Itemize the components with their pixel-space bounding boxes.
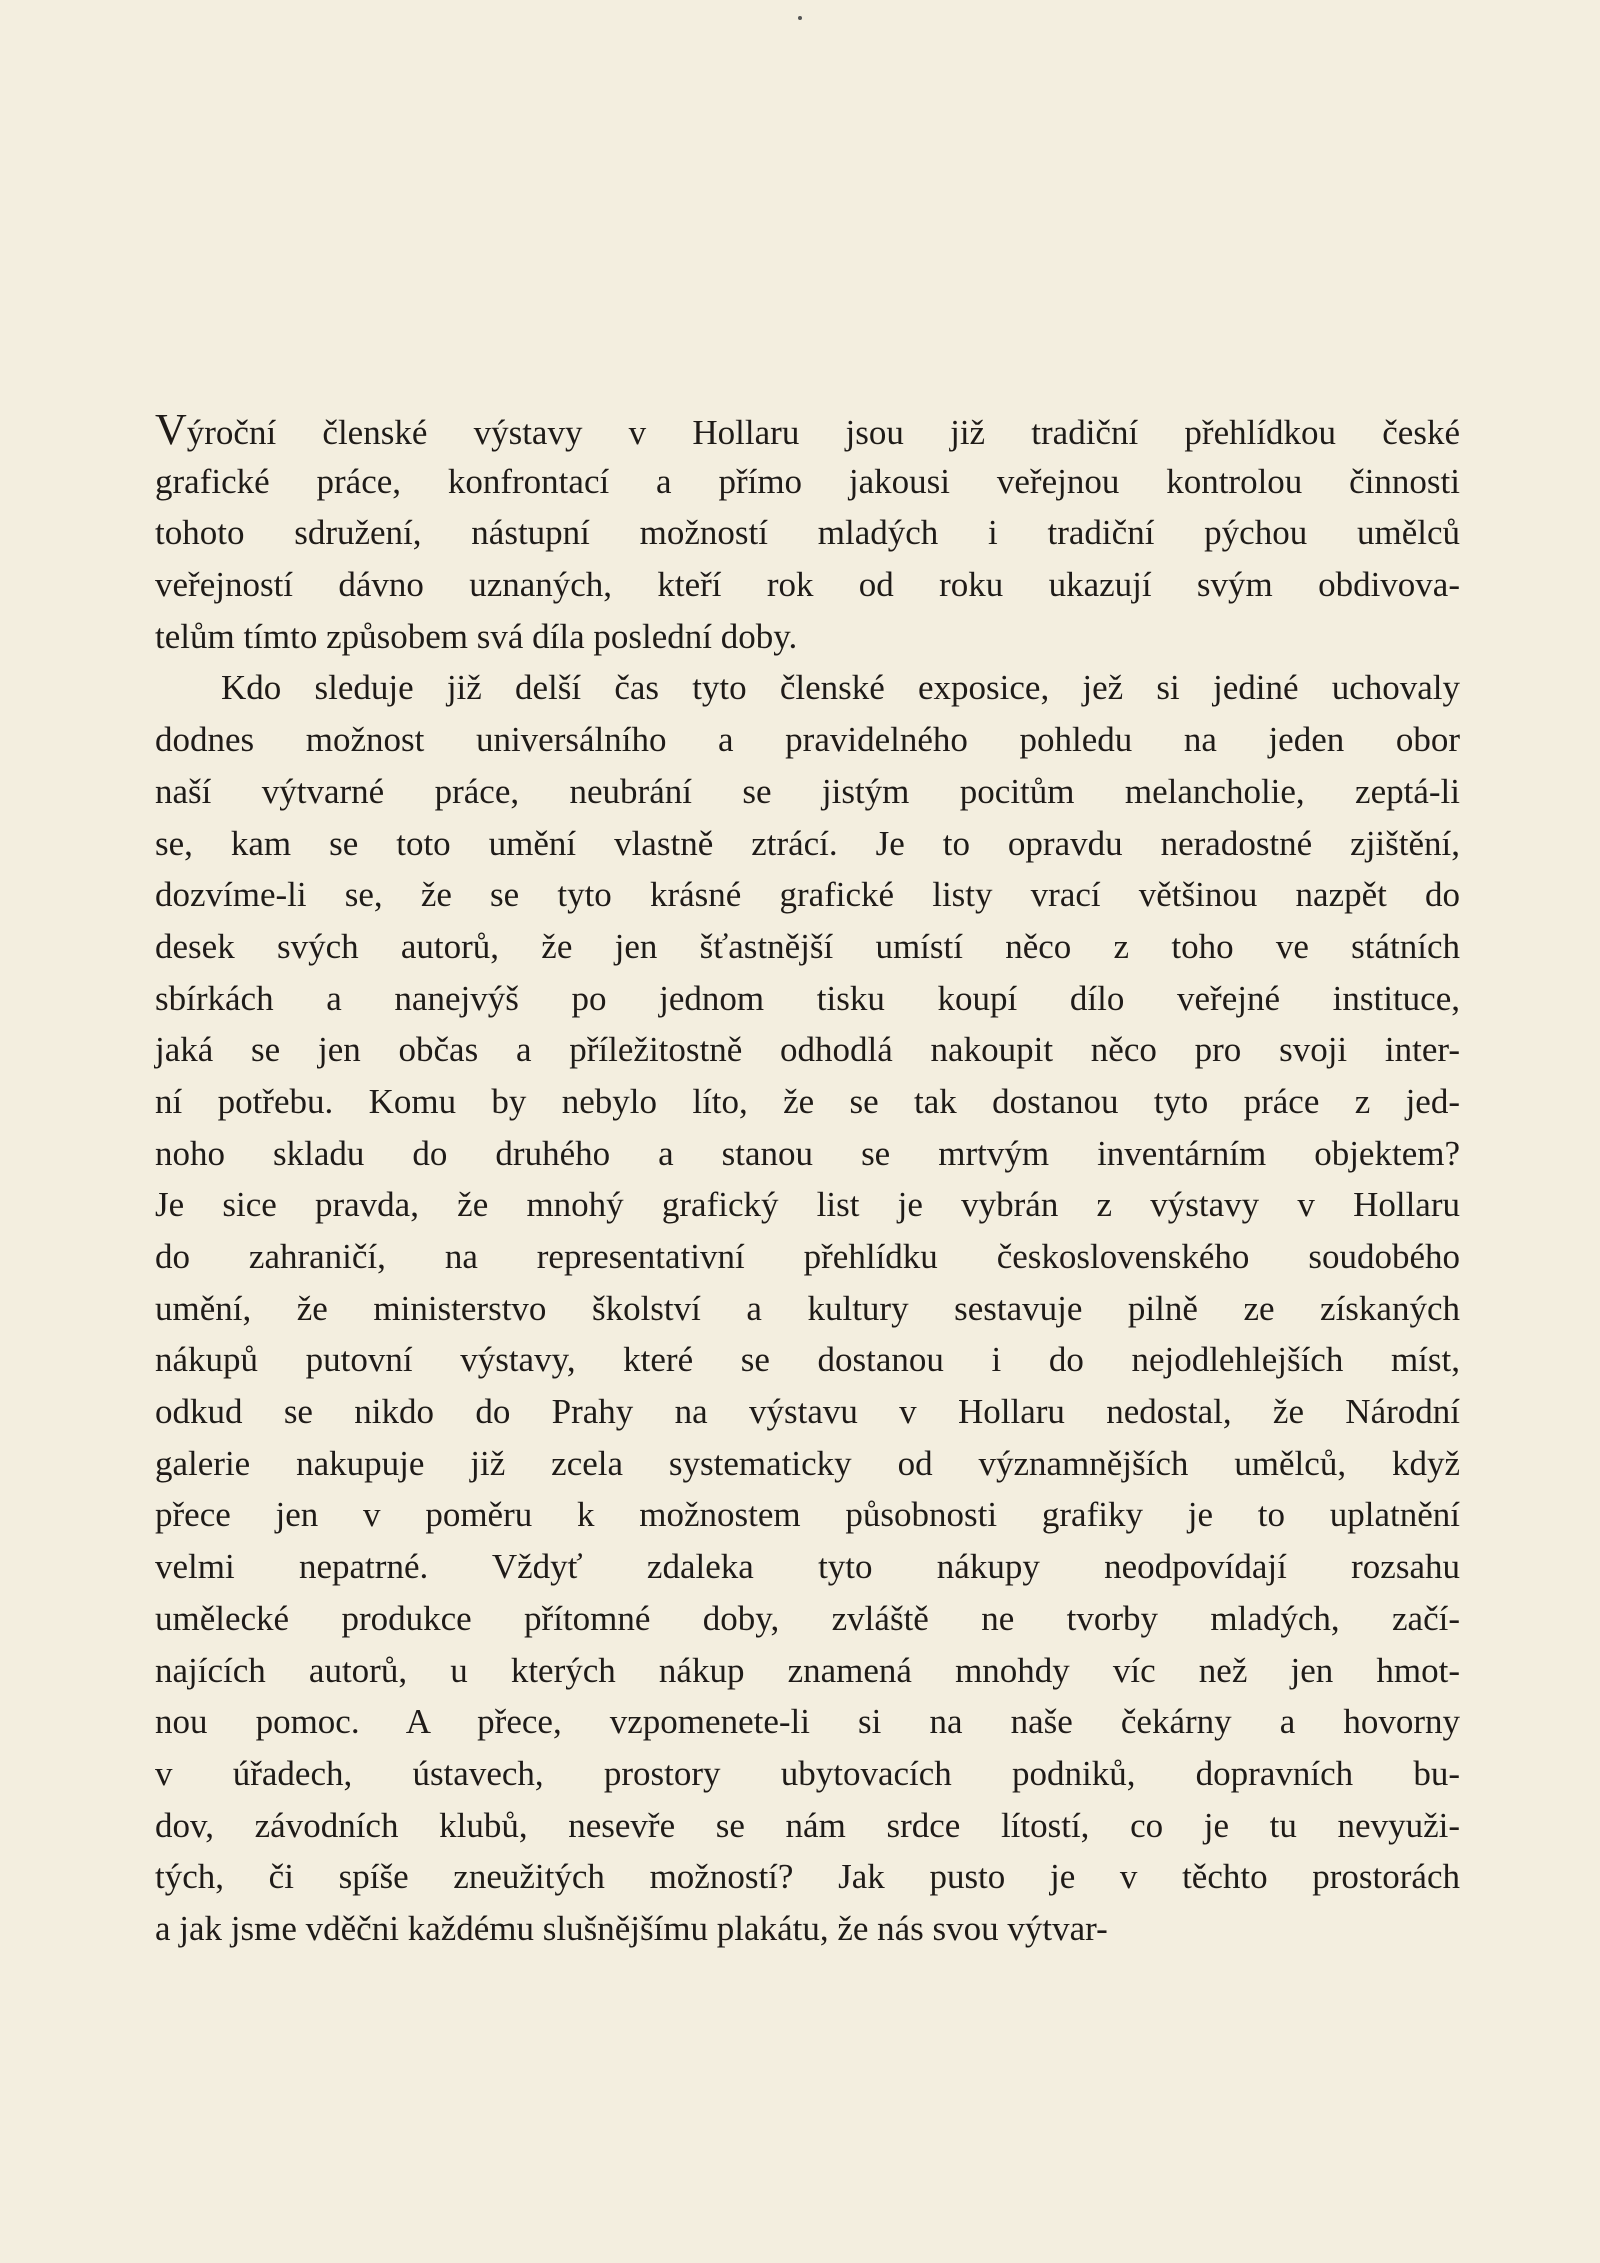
line-text: ýroční členské výstavy v Hollaru jsou již tradiční přehlídkou české [186,413,1460,452]
text-line: velmi nepatrné. Vždyť zdaleka tyto nákupy neodpovídají rozsahu [155,1547,1460,1587]
text-line: do zahraničí, na representativní přehlídku československého soudobého [155,1237,1460,1276]
text-line: Je sice pravda, že mnohý grafický list je vybrán z výstavy v Hollaru [155,1185,1460,1225]
text-line: dodnes možnost universálního a pravidelného pohledu na jeden obor [155,720,1460,760]
text-line: se, kam se toto umění vlastně ztrácí. Je to opravdu neradostné zjištění, [155,823,1460,863]
text-line: desek svých autorů, že jen šťastnější umístí něco z toho ve státních [155,926,1460,966]
text-line: grafické práce, konfrontací a přímo jakousi veřejnou kontrolou činnosti [155,461,1460,501]
text-line: umění, že ministerstvo školství a kultury sestavuje pilně ze získaných [155,1288,1460,1328]
text-line: telům tímto způsobem svá díla poslední doby. [155,616,798,656]
text-line: ní potřebu. Komu by nebylo líto, že se tak dostanou tyto práce z jed- [155,1081,1460,1121]
drop-cap: V [155,405,187,454]
text-line: dozvíme-li se, že se tyto krásné grafické listy vrací většinou nazpět do [155,875,1460,915]
text-line: v úřadech, ústavech, prostory ubytovacích podniků, dopravních bu- [155,1753,1460,1793]
text-line: galerie nakupuje již zcela systematicky od významnějších umělců, když [155,1443,1460,1483]
text-line: veřejností dávno uznaných, kteří rok od roku ukazují svým obdivova- [155,565,1460,605]
text-line: noho skladu do druhého a stanou se mrtvým inventárním objektem? [155,1133,1460,1173]
body-text [155,404,1460,1955]
text-line: jaká se jen občas a příležitostně odhodlá nakoupit něco pro svoji inter- [155,1030,1460,1070]
paragraph-2 [155,662,1460,1954]
text-line: najících autorů, u kterých nákup znamená mnohdy víc než jen hmot- [155,1650,1460,1690]
text-line: nákupů putovní výstavy, které se dostanou i do nejodlehlejších míst, [155,1340,1460,1380]
text-line: umělecké produkce přítomné doby, zvláště ne tvorby mladých, začí- [155,1598,1460,1638]
text-line: sbírkách a nanejvýš po jednom tisku koupí dílo veřejné instituce, [155,978,1460,1018]
text-line: tohoto sdružení, nástupní možností mladých i tradiční pýchou umělců [155,513,1460,553]
text-line: nou pomoc. A přece, vzpomenete-li si na naše čekárny a hovorny [155,1702,1460,1742]
text-line: přece jen v poměru k možnostem působnosti grafiky je to uplatnění [155,1495,1460,1535]
text-line: dov, závodních klubů, nesevře se nám srdce lítostí, co je tu nevyuži- [155,1805,1460,1845]
text-line: odkud se nikdo do Prahy na výstavu v Hollaru nedostal, že Národní [155,1392,1460,1432]
page-mark [798,16,802,20]
text-line: Kdo sleduje již delší čas tyto členské exposice, jež si jediné uchovaly [221,668,1460,708]
text-line [155,404,1460,456]
paragraph-1 [155,404,1460,662]
text-line: tých, či spíše zneužitých možností? Jak pusto je v těchto prostorách [155,1857,1460,1897]
text-line: a jak jsme vděčni každému slušnějšímu plakátu, že nás svou výtvar- [155,1908,1108,1948]
text-line: naší výtvarné práce, neubrání se jistým pocitům melancholie, zeptá-li [155,771,1460,811]
